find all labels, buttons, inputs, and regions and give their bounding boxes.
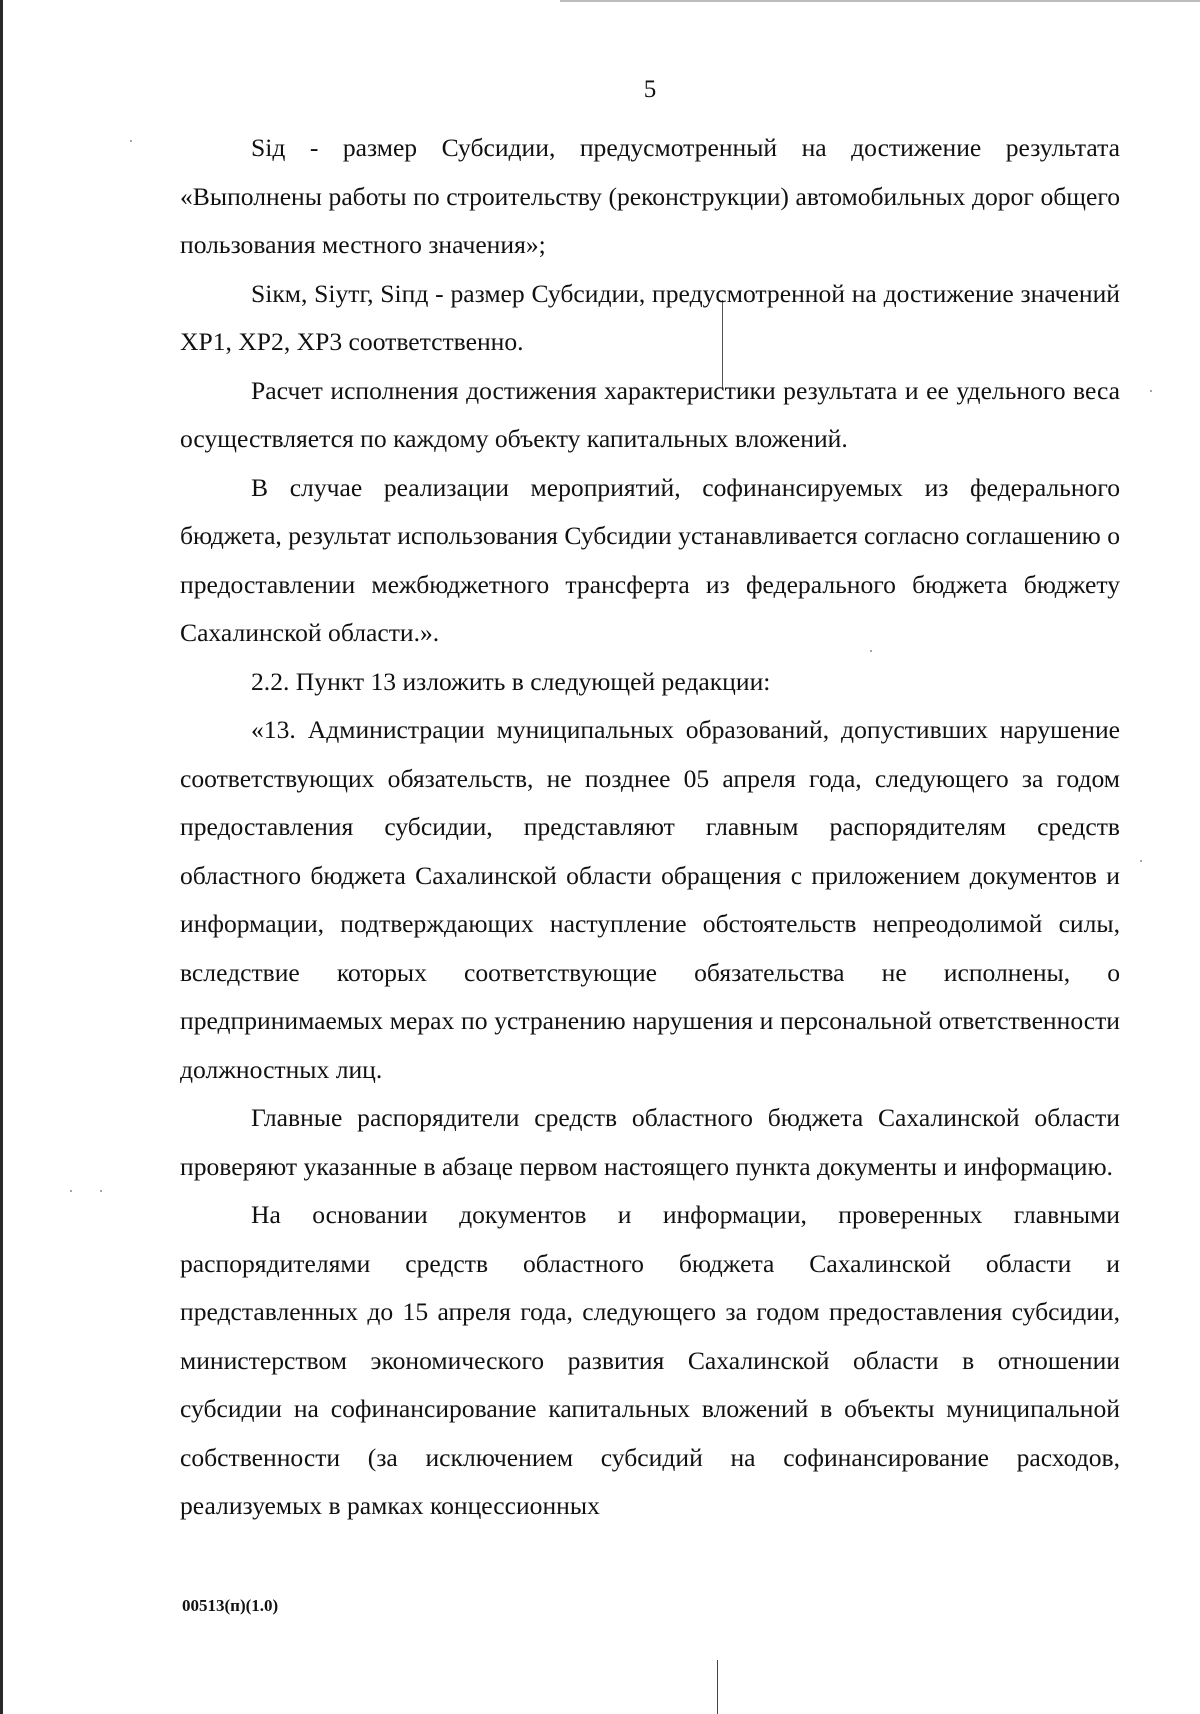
scan-speck: [130, 140, 132, 142]
paragraph-item-2-2: 2.2. Пункт 13 изложить в следующей редакции:: [251, 666, 771, 696]
scan-top-edge: [560, 0, 1200, 2]
paragraph-main-distributors: Главные распорядители средств областного бюджета Сахалинской области проверяют указанные в абзаце первом настоящего пункта документы и информацию.: [180, 1103, 1120, 1181]
scan-speck: [1140, 860, 1142, 862]
scan-speck: [100, 1190, 102, 1192]
page-number: 5: [643, 76, 657, 103]
paragraph-sikm-definition: Siкм, Siутг, Siпд - размер Субсидии, предусмотренной на достижение значений ХР1, ХР2, ХР3 соответственно.: [180, 278, 1120, 356]
paragraph-item-13: «13. Администрации муниципальных образований, допустивших нарушение соответствующих обязательств, не позднее 05 апреля года, следующего за годом предоставления субсидии, представляют главным распорядителям средств областного бюджета Сахалинской области обращения с приложением документов и информации, подтверждающих наступление обстоятельств непреодолимой силы, вследствие которых соответствующие обязательства не исполнены, о предпринимаемых мерах по устранению нарушения и персональной ответственности должностных лиц.: [180, 715, 1120, 1084]
paragraph-sid-definition: Siд - размер Субсидии, предусмотренный на достижение результата «Выполнены работы по строительству (реконструкции) автомобильных дорог общего пользования местного значения»;: [180, 133, 1120, 259]
paragraph-federal-cofinancing: В случае реализации мероприятий, софинансируемых из федерального бюджета, результат использования Субсидии устанавливается согласно соглашению о предоставлении межбюджетного трансферта из федерального бюджета бюджету Сахалинской области.».: [180, 472, 1120, 647]
document-body: [180, 124, 1120, 1531]
scan-speck: [1150, 390, 1152, 392]
paragraph-on-basis: На основании документов и информации, проверенных главными распорядителями средств областного бюджета Сахалинской области и представленных до 15 апреля года, следующего за годом предоставления субсидии, министерством экономического развития Сахалинской области в отношении субсидии на софинансирование капитальных вложений в объекты муниципальной собственности (за исключением субсидий на софинансирование расходов, реализуемых в рамках концессионных: [180, 1200, 1120, 1520]
paragraph-calculation: Расчет исполнения достижения характеристики результата и ее удельного веса осуществляется по каждому объекту капитальных вложений.: [180, 375, 1120, 453]
scan-artifact-line-bottom: [717, 1660, 718, 1714]
document-code: 00513(п)(1.0): [182, 1596, 279, 1615]
scan-left-edge: [0, 0, 3, 1714]
scan-speck: [70, 1190, 72, 1192]
